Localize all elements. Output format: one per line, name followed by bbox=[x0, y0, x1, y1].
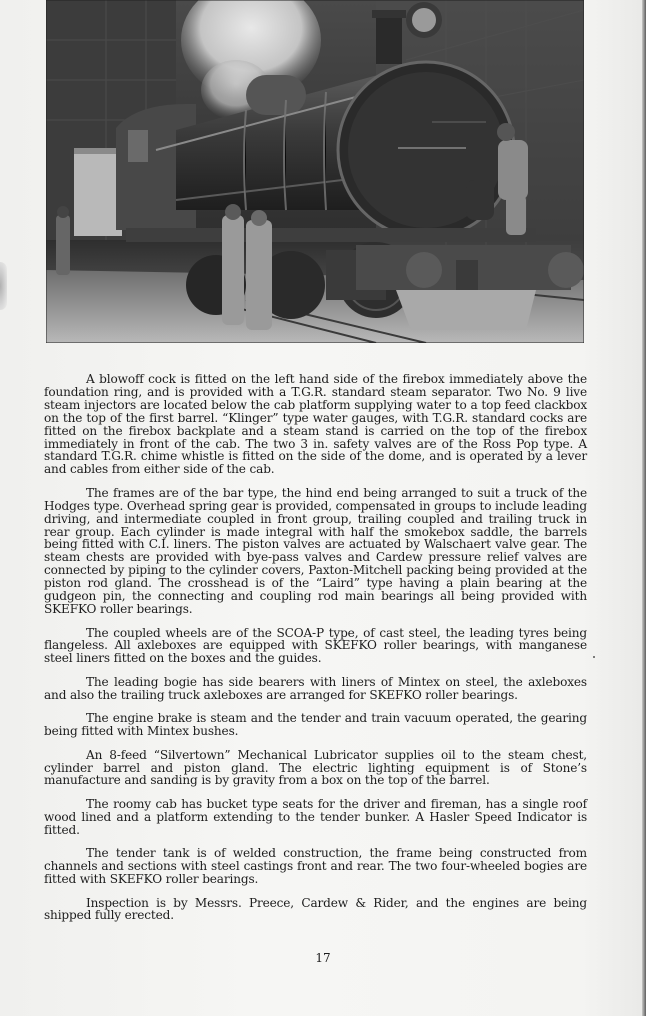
locomotive-photo bbox=[46, 0, 584, 343]
paragraph-cab: The roomy cab has bucket type seats for the driver and fireman, has a single roof wood lined and a platform extending to the tender bunker. A Hasler Speed Indicator is fitted. bbox=[44, 796, 587, 837]
paragraph-coupled-wheels: The coupled wheels are of the SCOA-P type, of cast steel, the leading tyres being flangeless. All axleboxes are equipped with SKEFKO roller bearings, with manganese steel liners fitted on the boxes and the guides. bbox=[44, 625, 587, 666]
paragraph-lubricator: An 8-feed “Silvertown” Mechanical Lubricator supplies oil to the steam chest, cylinder barrel and piston gland. The electric lighting equipment is of Stone’s manufacture and sanding is by gravity from a box on the top of the barrel. bbox=[44, 747, 587, 788]
paragraph-blowoff-cock: A blowoff cock is fitted on the left hand side of the firebox immediately above the foundation ring, and is provided with a T.G.R. standard steam separator. Two No. 9 live steam injectors are located below the cab platform supplying water to a top feed clackbox on the top of the first barrel. “Klinger” type water gauges, with T.G.R. standard cocks are fitted on the firebox backplate and a steam stand is carried on the top of the firebox immediately in front of the cab. The two 3 in. safety valves are of the Ross Pop type. A standard T.G.R. chime whistle is fitted on the side of the dome, and is operated by a lever and cables from either side of the cab. bbox=[44, 372, 587, 477]
page-number: 17 bbox=[315, 951, 331, 965]
scan-speck bbox=[593, 656, 595, 658]
scan-right-edge bbox=[642, 0, 646, 1016]
paragraph-frames: The frames are of the bar type, the hind end being arranged to suit a truck of the Hodges type. Overhead spring gear is provided, compensated in groups to include leading driving, and intermediate coupled in front group, trailing coupled and trailing truck in rear group. Each cylinder is made integral with half the smokebox saddle, the barrels being fitted with C.I. liners. The piston valves are actuated by Walschaert valve gear. The steam chests are provided with bye-pass valves and Cardew pressure relief valves are connected by piping to the cylinder covers, Paxton-Mitchell packing being provided at the piston rod gland. The crosshead is of the “Laird” type having a plain bearing at the gudgeon pin, the connecting and coupling rod main bearings all being provided with SKEFKO roller bearings. bbox=[44, 485, 587, 616]
scan-edge-smudge bbox=[0, 262, 7, 310]
paragraph-inspection: Inspection is by Messrs. Preece, Cardew & Rider, and the engines are being shipped fully erected. bbox=[44, 895, 587, 923]
paragraph-tender-tank: The tender tank is of welded construction, the frame being constructed from channels and sections with steel castings front and rear. The two four-wheeled bogies are fitted with SKEFKO roller bearings. bbox=[44, 846, 587, 887]
paragraph-engine-brake: The engine brake is steam and the tender and train vacuum operated, the gearing being fitted with Mintex bushes. bbox=[44, 711, 587, 739]
paragraph-leading-bogie: The leading bogie has side bearers with liners of Mintex on steel, the axleboxes and also the trailing truck axleboxes are arranged for SKEFKO roller bearings. bbox=[44, 674, 587, 702]
article-body bbox=[44, 373, 587, 933]
